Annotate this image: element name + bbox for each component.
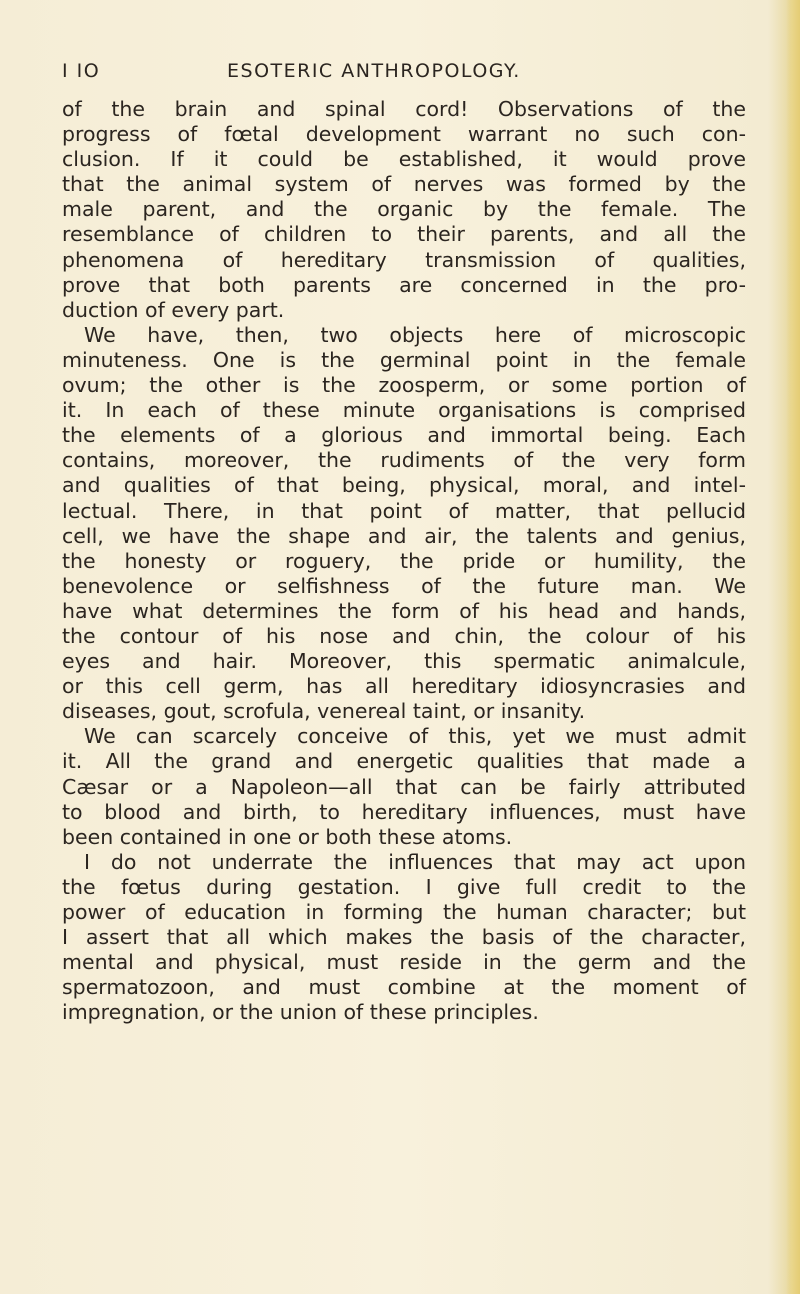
page-edge-shadow	[786, 0, 800, 1294]
text-line: the fœtus during gestation. I give full credit to the	[62, 874, 746, 899]
text-line: clusion. If it could be established, it would prove	[62, 147, 746, 172]
text-line: We have, then, two objects here of microscopic	[84, 322, 746, 347]
text-line: or this cell germ, has all hereditary idiosyncrasies and	[62, 674, 746, 699]
text-line: lectual. There, in that point of matter, that pellucid	[62, 498, 746, 523]
text-line: impregnation, or the union of these principles.	[62, 1000, 539, 1025]
text-line: the elements of a glorious and immortal being. Each	[62, 423, 746, 448]
text-line: it. All the grand and energetic qualities that made a	[62, 749, 746, 774]
text-line: I do not underrate the influences that may act upon	[84, 849, 746, 874]
running-head	[62, 60, 762, 90]
text-line: ovum; the other is the zoosperm, or some portion of	[62, 373, 746, 398]
page-number: I IO	[62, 60, 101, 82]
text-line: minuteness. One is the germinal point in the female	[62, 347, 746, 372]
text-line: the contour of his nose and chin, the colour of his	[62, 623, 746, 648]
text-line: benevolence or selfishness of the future man. We	[62, 573, 746, 598]
text-line: duction of every part.	[62, 297, 285, 322]
text-line: power of education in forming the human character; but	[62, 900, 746, 924]
text-line: to blood and birth, to hereditary influences, must have	[62, 799, 746, 824]
text-line: of the brain and spinal cord! Observations of the	[62, 97, 746, 121]
text-line: male parent, and the organic by the female. The	[62, 197, 746, 222]
text-line: I assert that all which makes the basis of the character,	[62, 925, 746, 950]
text-line: and qualities of that being, physical, moral, and intel-	[62, 473, 746, 498]
body-text	[62, 97, 746, 1025]
text-line: Cæsar or a Napoleon—all that can be fairly attributed	[62, 774, 746, 799]
text-line: phenomena of hereditary transmission of qualities,	[62, 247, 746, 272]
text-line: spermatozoon, and must combine at the moment of	[62, 975, 746, 1000]
text-line: prove that both parents are concerned in the pro-	[62, 272, 746, 297]
text-line: mental and physical, must reside in the germ and the	[62, 950, 746, 975]
text-line: cell, we have the shape and air, the talents and genius,	[62, 523, 746, 548]
text-line: progress of fœtal development warrant no such con-	[62, 122, 746, 147]
text-line: resemblance of children to their parents, and all the	[62, 222, 746, 247]
text-line: that the animal system of nerves was formed by the	[62, 172, 746, 197]
text-line: eyes and hair. Moreover, this spermatic animalcule,	[62, 649, 746, 674]
text-line: have what determines the form of his head and hands,	[62, 598, 746, 623]
text-line: been contained in one or both these atoms.	[62, 824, 513, 849]
text-line: diseases, gout, scrofula, venereal taint, or insanity.	[62, 699, 586, 724]
text-line: We can scarcely conceive of this, yet we must admit	[84, 724, 746, 749]
text-line: it. In each of these minute organisations is comprised	[62, 398, 746, 423]
text-line: contains, moreover, the rudiments of the very form	[62, 448, 746, 473]
text-line: the honesty or roguery, the pride or humility, the	[62, 548, 746, 573]
running-title: ESOTERIC ANTHROPOLOGY.	[227, 60, 521, 82]
